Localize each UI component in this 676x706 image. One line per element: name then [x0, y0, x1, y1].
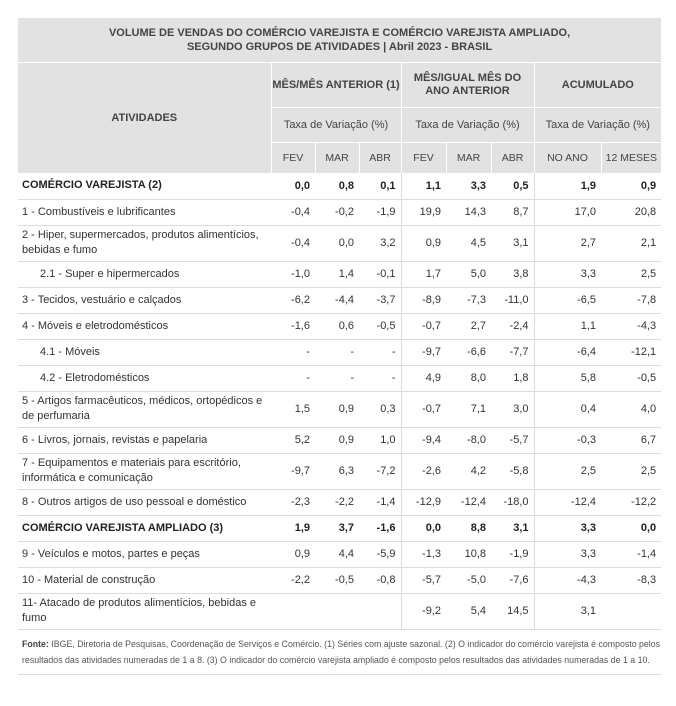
- value-cell: -0,7: [401, 391, 446, 427]
- value-cell: 4,5: [446, 225, 491, 261]
- value-cell: -7,7: [491, 339, 534, 365]
- value-cell: -1,9: [491, 541, 534, 567]
- footnote-text: IBGE, Diretoria de Pesquisas, Coordenação de Serviços e Comércio. (1) Séries com ajuste sazonal. (2) O indicador do comércio varejista é composto pelos resultados das atividades numeradas de 1 a 8. (3) O indicador do comércio varejista ampliado é composto pelos resultados das atividades numeradas de 1 a 10.: [22, 638, 661, 665]
- footnote-label: Fonte:: [22, 638, 49, 649]
- value-cell: 17,0: [534, 199, 601, 225]
- value-cell: 1,5: [271, 391, 315, 427]
- value-cell: [359, 593, 401, 629]
- table-row: [18, 541, 661, 567]
- value-cell: 5,2: [271, 427, 315, 453]
- value-cell: 0,0: [315, 225, 359, 261]
- value-cell: -0,3: [534, 427, 601, 453]
- value-cell: 1,4: [315, 261, 359, 287]
- value-cell: -12,9: [401, 489, 446, 515]
- value-cell: -: [359, 339, 401, 365]
- value-cell: -6,4: [534, 339, 601, 365]
- value-cell: 19,9: [401, 199, 446, 225]
- table-row: [18, 593, 661, 629]
- value-cell: -: [271, 365, 315, 391]
- table-row: [18, 515, 661, 541]
- value-cell: 2,1: [601, 225, 661, 261]
- month-header: MAR: [315, 143, 359, 174]
- value-cell: -2,6: [401, 453, 446, 489]
- value-cell: -12,1: [601, 339, 661, 365]
- sub-header: Taxa de Variação (%): [534, 108, 661, 143]
- month-header: MAR: [446, 143, 491, 174]
- value-cell: 8,8: [446, 515, 491, 541]
- activity-name: COMÉRCIO VAREJISTA (2): [18, 173, 271, 199]
- sub-header: Taxa de Variação (%): [271, 108, 401, 143]
- table-row: [18, 261, 661, 287]
- value-cell: -1,6: [359, 515, 401, 541]
- activity-name: 7 - Equipamentos e materiais para escritório, informática e comunicação: [18, 453, 271, 489]
- value-cell: 10,8: [446, 541, 491, 567]
- table-title-line2: SEGUNDO GRUPOS DE ATIVIDADES | Abril 2023 - BRASIL: [186, 41, 493, 53]
- value-cell: -5,9: [359, 541, 401, 567]
- table-row: [18, 313, 661, 339]
- table-footnote: [18, 636, 661, 675]
- group-header-acumulado: ACUMULADO: [534, 63, 661, 108]
- value-cell: -0,5: [359, 313, 401, 339]
- atividades-header: ATIVIDADES: [18, 63, 271, 174]
- value-cell: 3,0: [491, 391, 534, 427]
- value-cell: -0,4: [271, 199, 315, 225]
- value-cell: 2,5: [601, 261, 661, 287]
- value-cell: 4,9: [401, 365, 446, 391]
- value-cell: 14,5: [491, 593, 534, 629]
- value-cell: 3,1: [534, 593, 601, 629]
- value-cell: [271, 593, 315, 629]
- value-cell: 0,0: [401, 515, 446, 541]
- table-row: [18, 427, 661, 453]
- value-cell: 5,4: [446, 593, 491, 629]
- activity-name: 11- Atacado de produtos alimentícios, bebidas e fumo: [18, 593, 271, 629]
- value-cell: -9,7: [271, 453, 315, 489]
- activity-name: 4.1 - Móveis: [18, 339, 271, 365]
- value-cell: -: [271, 339, 315, 365]
- value-cell: 1,9: [534, 173, 601, 199]
- value-cell: -0,8: [359, 567, 401, 593]
- value-cell: 3,1: [491, 225, 534, 261]
- value-cell: 4,4: [315, 541, 359, 567]
- value-cell: 0,0: [271, 173, 315, 199]
- group-header-mes-anterior: MÊS/MÊS ANTERIOR (1): [271, 63, 401, 108]
- table-row: [18, 453, 661, 489]
- value-cell: -0,5: [601, 365, 661, 391]
- value-cell: -2,2: [315, 489, 359, 515]
- value-cell: -1,6: [271, 313, 315, 339]
- activity-name: 6 - Livros, jornais, revistas e papelaria: [18, 427, 271, 453]
- value-cell: -8,9: [401, 287, 446, 313]
- table-container: [18, 18, 661, 675]
- value-cell: -1,3: [401, 541, 446, 567]
- value-cell: 3,3: [534, 261, 601, 287]
- value-cell: 1,1: [401, 173, 446, 199]
- value-cell: 1,8: [491, 365, 534, 391]
- value-cell: 2,5: [534, 453, 601, 489]
- month-header: FEV: [271, 143, 315, 174]
- value-cell: -9,7: [401, 339, 446, 365]
- value-cell: 1,1: [534, 313, 601, 339]
- value-cell: -1,4: [359, 489, 401, 515]
- value-cell: -7,6: [491, 567, 534, 593]
- value-cell: 3,3: [534, 515, 601, 541]
- value-cell: -7,8: [601, 287, 661, 313]
- value-cell: [601, 593, 661, 629]
- value-cell: 0,9: [315, 427, 359, 453]
- table-row: [18, 225, 661, 261]
- activity-name: 9 - Veículos e motos, partes e peças: [18, 541, 271, 567]
- value-cell: 8,7: [491, 199, 534, 225]
- value-cell: 20,8: [601, 199, 661, 225]
- value-cell: 4,2: [446, 453, 491, 489]
- value-cell: -1,9: [359, 199, 401, 225]
- value-cell: -1,4: [601, 541, 661, 567]
- table-title: [18, 18, 661, 63]
- activity-name: 5 - Artigos farmacêuticos, médicos, ortopédicos e de perfumaria: [18, 391, 271, 427]
- value-cell: 2,7: [446, 313, 491, 339]
- value-cell: -2,3: [271, 489, 315, 515]
- table-row: [18, 489, 661, 515]
- table-row: [18, 199, 661, 225]
- value-cell: 0,6: [315, 313, 359, 339]
- value-cell: 6,7: [601, 427, 661, 453]
- activity-name: 1 - Combustíveis e lubrificantes: [18, 199, 271, 225]
- value-cell: -4,3: [534, 567, 601, 593]
- activity-name: 8 - Outros artigos de uso pessoal e doméstico: [18, 489, 271, 515]
- value-cell: 0,8: [315, 173, 359, 199]
- value-cell: -0,2: [315, 199, 359, 225]
- value-cell: 0,3: [359, 391, 401, 427]
- value-cell: 2,7: [534, 225, 601, 261]
- value-cell: -6,2: [271, 287, 315, 313]
- table-row: [18, 391, 661, 427]
- value-cell: 1,7: [401, 261, 446, 287]
- value-cell: 5,0: [446, 261, 491, 287]
- table-row: [18, 365, 661, 391]
- month-header: ABR: [359, 143, 401, 174]
- value-cell: -6,5: [534, 287, 601, 313]
- value-cell: -0,1: [359, 261, 401, 287]
- value-cell: 14,3: [446, 199, 491, 225]
- value-cell: 0,4: [534, 391, 601, 427]
- value-cell: -8,3: [601, 567, 661, 593]
- value-cell: 6,3: [315, 453, 359, 489]
- value-cell: 0,9: [315, 391, 359, 427]
- value-cell: -5,7: [491, 427, 534, 453]
- value-cell: [315, 593, 359, 629]
- table-row: [18, 173, 661, 199]
- value-cell: 0,1: [359, 173, 401, 199]
- month-header: FEV: [401, 143, 446, 174]
- value-cell: 0,9: [271, 541, 315, 567]
- value-cell: -4,4: [315, 287, 359, 313]
- value-cell: 3,3: [534, 541, 601, 567]
- group-header-ano-anterior: MÊS/IGUAL MÊS DO ANO ANTERIOR: [401, 63, 534, 108]
- table-body: [18, 173, 661, 629]
- value-cell: -1,0: [271, 261, 315, 287]
- value-cell: 5,8: [534, 365, 601, 391]
- value-cell: -6,6: [446, 339, 491, 365]
- value-cell: 1,9: [271, 515, 315, 541]
- value-cell: -2,2: [271, 567, 315, 593]
- sales-volume-table: [18, 18, 661, 630]
- activity-name: 2 - Hiper, supermercados, produtos alimentícios, bebidas e fumo: [18, 225, 271, 261]
- value-cell: 0,9: [401, 225, 446, 261]
- activity-name: 3 - Tecidos, vestuário e calçados: [18, 287, 271, 313]
- table-row: [18, 339, 661, 365]
- activity-name: COMÉRCIO VAREJISTA AMPLIADO (3): [18, 515, 271, 541]
- value-cell: -12,4: [446, 489, 491, 515]
- value-cell: 3,3: [446, 173, 491, 199]
- value-cell: -9,2: [401, 593, 446, 629]
- value-cell: 8,0: [446, 365, 491, 391]
- value-cell: -11,0: [491, 287, 534, 313]
- value-cell: -0,7: [401, 313, 446, 339]
- value-cell: -5,8: [491, 453, 534, 489]
- month-header: ABR: [491, 143, 534, 174]
- table-row: [18, 567, 661, 593]
- value-cell: 3,2: [359, 225, 401, 261]
- table-title-line1: VOLUME DE VENDAS DO COMÉRCIO VAREJISTA E COMÉRCIO VAREJISTA AMPLIADO,: [108, 27, 571, 39]
- value-cell: -0,4: [271, 225, 315, 261]
- activity-name: 10 - Material de construção: [18, 567, 271, 593]
- value-cell: -0,5: [315, 567, 359, 593]
- activity-name: 4 - Móveis e eletrodomésticos: [18, 313, 271, 339]
- value-cell: -9,4: [401, 427, 446, 453]
- value-cell: 3,1: [491, 515, 534, 541]
- activity-name: 4.2 - Eletrodomésticos: [18, 365, 271, 391]
- value-cell: -18,0: [491, 489, 534, 515]
- value-cell: -: [359, 365, 401, 391]
- value-cell: -12,2: [601, 489, 661, 515]
- value-cell: 7,1: [446, 391, 491, 427]
- value-cell: 1,0: [359, 427, 401, 453]
- value-cell: -12,4: [534, 489, 601, 515]
- value-cell: -: [315, 339, 359, 365]
- value-cell: 0,5: [491, 173, 534, 199]
- value-cell: 2,5: [601, 453, 661, 489]
- table-row: [18, 287, 661, 313]
- value-cell: -5,0: [446, 567, 491, 593]
- value-cell: 3,8: [491, 261, 534, 287]
- sub-header: Taxa de Variação (%): [401, 108, 534, 143]
- value-cell: 3,7: [315, 515, 359, 541]
- value-cell: 4,0: [601, 391, 661, 427]
- value-cell: -7,2: [359, 453, 401, 489]
- value-cell: 0,9: [601, 173, 661, 199]
- value-cell: -7,3: [446, 287, 491, 313]
- month-header: 12 MESES: [601, 143, 661, 174]
- value-cell: -2,4: [491, 313, 534, 339]
- value-cell: -5,7: [401, 567, 446, 593]
- value-cell: -4,3: [601, 313, 661, 339]
- value-cell: 0,0: [601, 515, 661, 541]
- value-cell: -3,7: [359, 287, 401, 313]
- value-cell: -8,0: [446, 427, 491, 453]
- activity-name: 2.1 - Super e hipermercados: [18, 261, 271, 287]
- month-header: NO ANO: [534, 143, 601, 174]
- value-cell: -: [315, 365, 359, 391]
